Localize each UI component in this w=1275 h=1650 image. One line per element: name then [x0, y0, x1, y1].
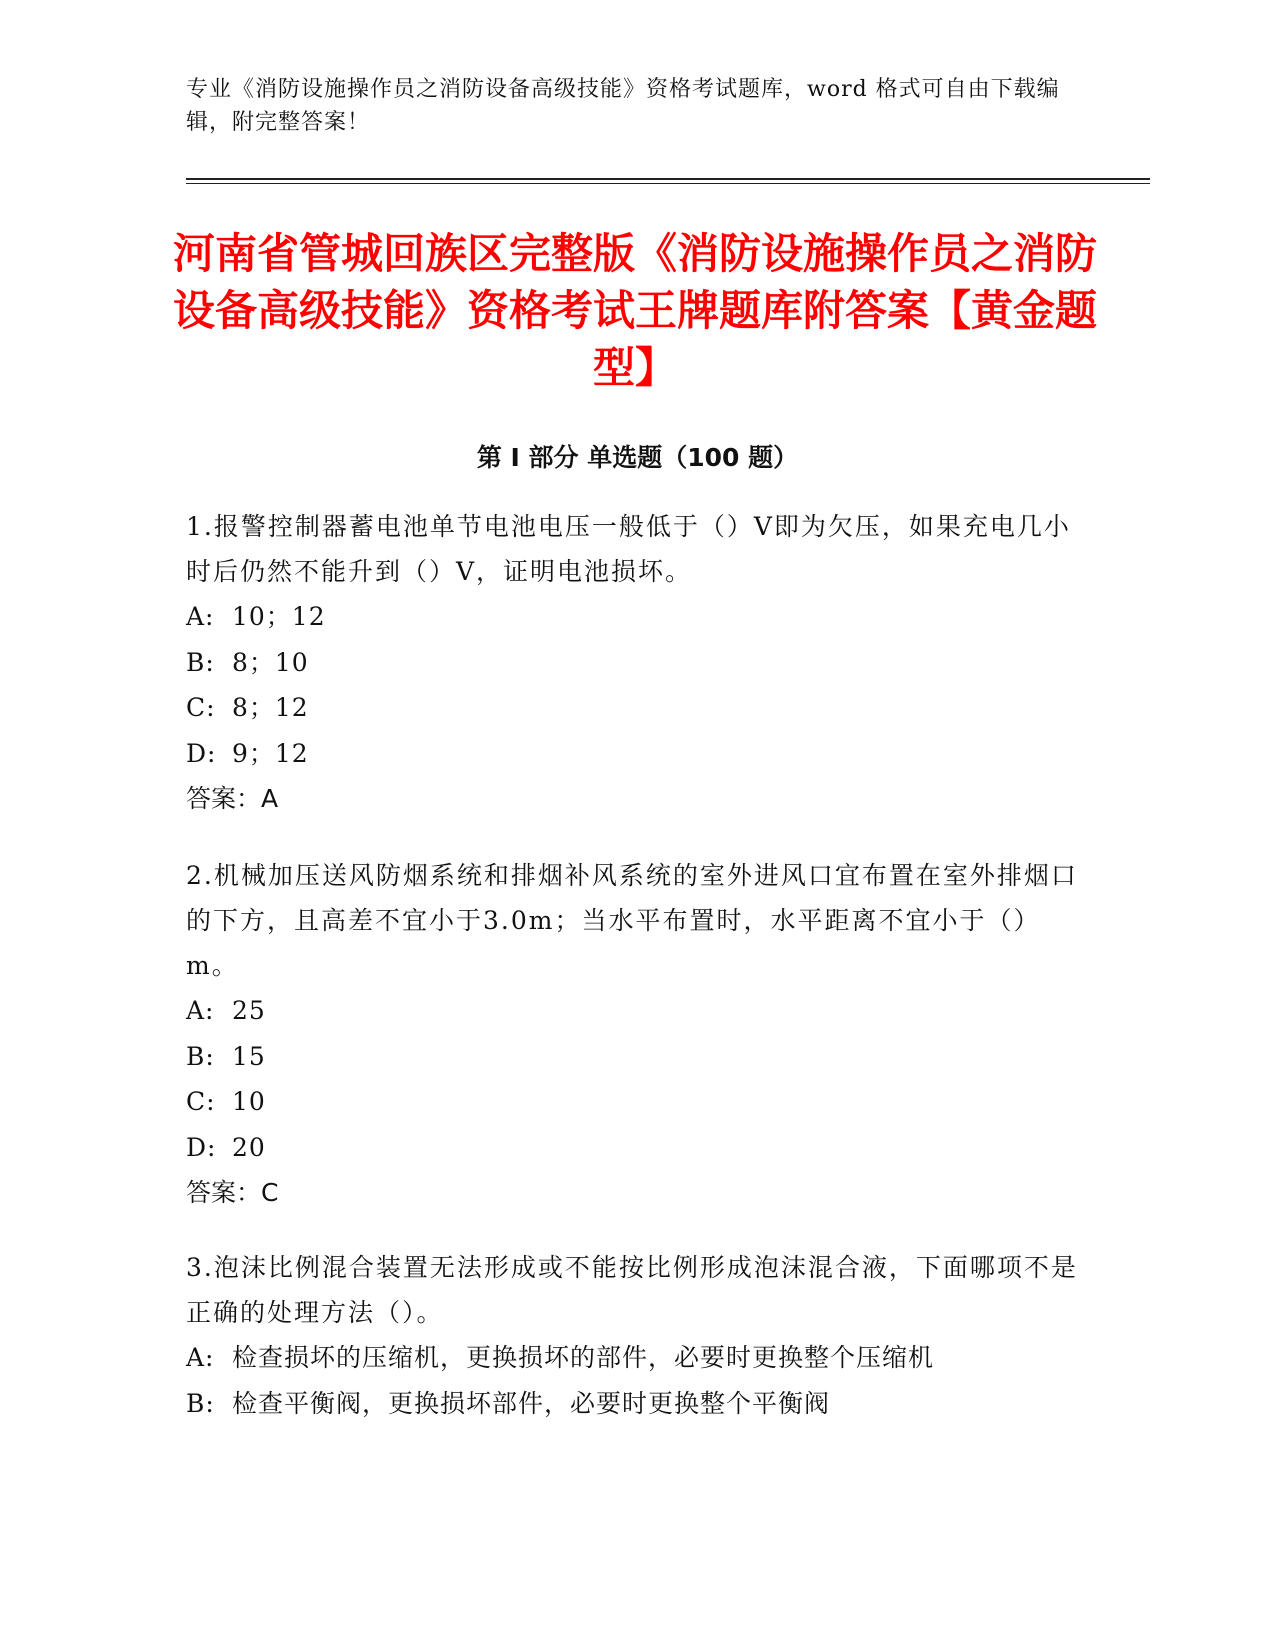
option-letter: C:	[186, 1087, 216, 1116]
option-c	[186, 1079, 1086, 1125]
option-text: 10	[232, 1087, 266, 1116]
option-b	[186, 640, 1086, 686]
option-text: 8；12	[232, 693, 309, 722]
section-heading: 第 I 部分 单选题（100 题）	[476, 443, 799, 472]
option-letter: B:	[186, 1388, 215, 1418]
answer-line: 答案：A	[186, 784, 279, 813]
document-title: 河南省管城回族区完整版《消防设施操作员之消防设备高级技能》资格考试王牌题库附答案【黄金题型】	[172, 229, 1097, 392]
option-b	[186, 1034, 1086, 1080]
option-letter: D:	[186, 1132, 217, 1162]
question-stem: 1.报警控制器蓄电池单节电池电压一般低于（）V即为欠压，如果充电几小时后仍然不能升到（）V，证明电池损坏。	[186, 512, 1071, 586]
option-letter: B:	[186, 647, 215, 677]
option-text: 检查平衡阀，更换损坏部件，必要时更换整个平衡阀	[232, 1388, 831, 1418]
question-2	[186, 853, 1086, 1215]
option-text: 检查损坏的压缩机，更换损坏的部件，必要时更换整个压缩机	[232, 1343, 935, 1372]
question-3	[186, 1245, 1086, 1426]
option-text: 10；12	[232, 602, 326, 631]
option-c	[186, 685, 1086, 731]
option-letter: A:	[186, 1343, 215, 1372]
option-a	[186, 988, 1086, 1034]
option-text: 8；10	[232, 647, 309, 677]
option-d	[186, 731, 1086, 777]
option-letter: C:	[186, 693, 216, 722]
option-text: 15	[232, 1041, 266, 1071]
option-text: 9；12	[232, 738, 309, 768]
option-letter: B:	[186, 1041, 215, 1071]
option-text: 20	[232, 1132, 266, 1162]
option-letter: A:	[186, 602, 215, 631]
option-text: 25	[232, 996, 266, 1025]
answer-line: 答案：C	[186, 1178, 279, 1207]
option-letter: A:	[186, 996, 215, 1025]
question-stem: 2.机械加压送风防烟系统和排烟补风系统的室外进风口宜布置在室外排烟口的下方，且高差不宜小于3.0m；当水平布置时，水平距离不宜小于（）m。	[186, 861, 1078, 980]
option-b	[186, 1381, 1086, 1427]
header-note: 专业《消防设施操作员之消防设备高级技能》资格考试题库，word 格式可自由下载编辑，附完整答案！	[186, 77, 1060, 135]
option-a	[186, 594, 1086, 640]
option-letter: D:	[186, 738, 217, 768]
option-d	[186, 1125, 1086, 1171]
option-a	[186, 1335, 1086, 1381]
header-divider-thick	[186, 178, 1150, 180]
question-1	[186, 504, 1086, 821]
question-stem: 3.泡沫比例混合装置无法形成或不能按比例形成泡沫混合液，下面哪项不是正确的处理方法（）。	[186, 1253, 1078, 1327]
header-divider-thin	[186, 183, 1150, 184]
